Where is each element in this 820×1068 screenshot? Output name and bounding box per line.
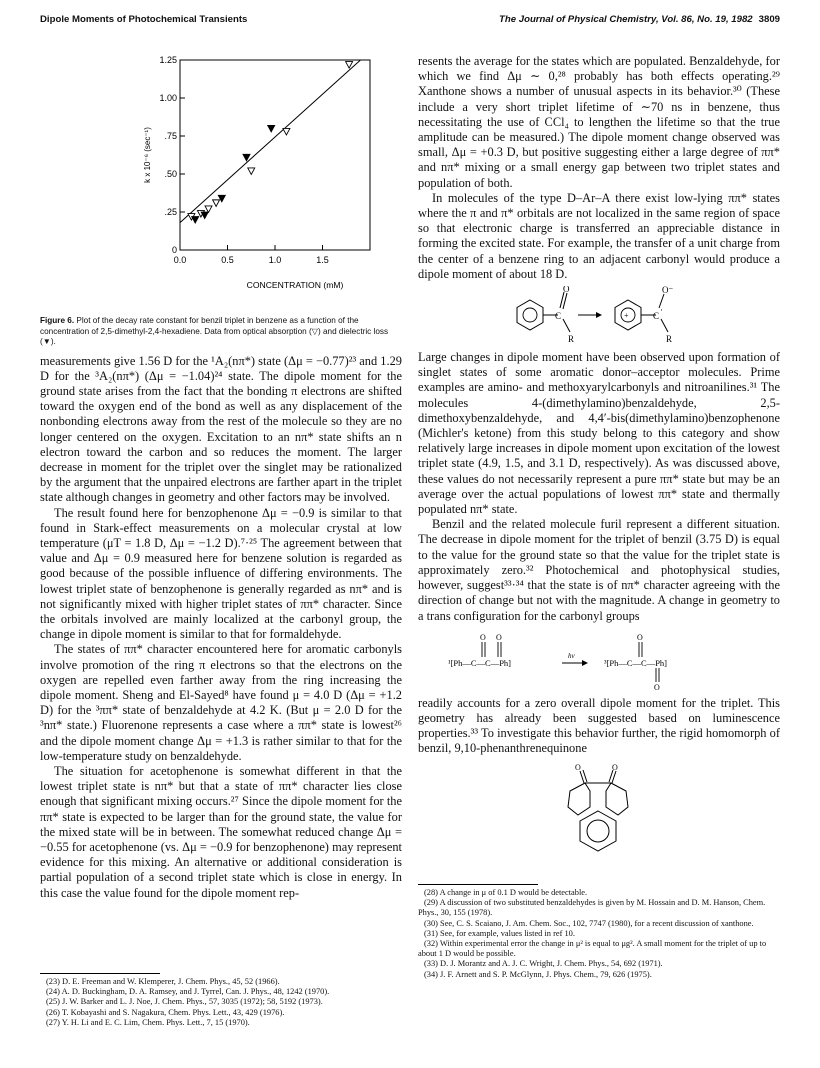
dielectric-loss-point <box>192 217 199 224</box>
radical-dot: · <box>660 305 663 316</box>
oxygen-4: O <box>654 682 660 690</box>
y-tick-label: .75 <box>164 131 177 141</box>
right-body-text-a <box>418 54 780 282</box>
x-axis-label: CONCENTRATION (mM) <box>246 280 344 290</box>
hv-label: hν <box>568 651 575 660</box>
footnote: (33) D. J. Morantz and A. J. C. Wright, J. Chem. Phys., 54, 692 (1971). <box>424 959 663 969</box>
y-tick-label: .50 <box>164 169 177 179</box>
paragraph: resents the average for the states which are populated. Benzaldehyde, for which we find Δμ ∼ 0,²⁸ probably has both effects operating.²⁹ Xanthone shows a number of unusual aspects in its behavior.³⁰ (These include a very short triplet lifetime of ∼70 ns in benzene, thus necessitating the use of CCl₄ to lengthen the lifetime so that the true amplitude can be measured.) The dipole moment change observed was small, Δμ = +0.3 D, but positive suggesting either a large degree of ππ* and nπ* mixing or a small energy gap between two triplet states and population of both. <box>418 54 780 190</box>
journal-citation: The Journal of Physical Chemistry, Vol. 86, No. 19, 1982 <box>499 14 753 25</box>
oxygen-1: O <box>480 632 486 642</box>
lower-ring <box>580 811 616 851</box>
x-tick-label: 1.0 <box>268 255 282 265</box>
optical-absorption-point <box>248 168 255 175</box>
footnote-rule-left <box>40 973 160 974</box>
footnote: (27) Y. H. Li and E. C. Lim, Chem. Phys. Lett., 7, 15 (1970). <box>46 1017 250 1027</box>
paragraph: Large changes in dipole moment have been observed upon formation of singlet states of some aromatic donor–acceptor molecules. Prime examples are amino- and methoxyarylcarbonyls and nitroanilines.³¹ The molecules 4-(dimethylamino)benzaldehyde, 2,5-dimethoxybenzaldehyde, and 4,4′-bis(dimethylamino)benzophenone (Michler's ketone) from this study belong to this category and show relatively large increases in dipole moment upon excitation of the lowest triplet state (4.9, 1.5, and 3.1 D, respectively). As was discussed above, these values do not necessarily represent a pure ππ* state but may be an average over the actual populations of lowest ππ* state and thermally populated nπ* state. <box>418 350 780 517</box>
footnote-rule-right <box>418 884 538 885</box>
phenanthrenequinone-scheme <box>418 761 780 853</box>
carbon-label-left: C <box>555 311 562 322</box>
r-group-right: R <box>666 334 673 345</box>
running-header-journal <box>499 14 780 25</box>
quinone-oxygen-left: O <box>575 762 581 772</box>
running-header-title: Dipole Moments of Photochemical Transients <box>40 14 248 25</box>
paragraph: The states of ππ* character encountered here for aromatic carbonyls involve promotion of the ring π electrons so that the electrons on the oxygen are repelled even farther away from the ring increasing the dipole moment. Sheng and El-Sayed⁸ have found μ = 4.0 D (Δμ = +1.2 D) for the ³ππ* state of benzaldehyde at 4.2 K. (But μ = 2.0 D for the ³nπ* state.) Fluorenone represents a case where a ππ* state is lowest²⁶ and the dipole moment change Δμ = +1.3 is rather similar to that for the low-temperature study on benzaldehyde. <box>40 642 402 763</box>
footnote: (24) A. D. Buckingham, D. A. Ramsey, and J. Tyrrel, Can. J. Phys., 48, 1242 (1970). <box>46 987 330 997</box>
benzil-trans-structures <box>418 630 780 690</box>
quinone-oxygen-right: O <box>612 762 618 772</box>
figure-label: Figure 6. <box>40 316 75 325</box>
paragraph: Benzil and the related molecule furil represent a different situation. The decrease in dipole moment for the triplet of benzil (3.75 D) is equal to the value for the ground state so that the value for the triplet state is approximately zero.³² Photochemical and photophysical studies, however, suggest³³·³⁴ that the state is of nπ* character agreeing with the direction of change but not with the magnitude. A change in geometry to a trans configuration for the carbonyl groups <box>418 517 780 623</box>
decay-rate-chart <box>40 54 402 312</box>
figure-caption-text: Plot of the decay rate constant for benzil triplet in benzene as a function of the concentration of 2,5-dimethyl-2,4-hexadiene. Data from optical absorption (▽) and dielectric loss (▼). <box>40 316 389 346</box>
optical-absorption-point <box>213 200 220 207</box>
paragraph: measurements give 1.56 D for the ¹A₂(nπ*) state (Δμ = −0.77)²³ and 1.29 D for the ³A₂(nπ*) (Δμ = −1.04)²⁴ state. The dipole moment for the ground state arises from the fact that the bonding π electrons are shifted toward the oxygen end of the bond as well as any displacement of the nonbonding electrons away from the rest of the molecule so they are no longer centered on the oxygen. Excitation to an nπ* state shifts an n electron toward the carbon and so reduces the moment. The larger decrease in moment for the triplet over the singlet may be rationalized by the argument that the unpaired electrons are farther apart in the triplet state although changes in geometry and other factors may be involved. <box>40 353 402 505</box>
footnote: (30) See, C. S. Scaiano, J. Am. Chem. Soc., 102, 7747 (1980), for a recent discussion of xanthone. <box>424 918 754 928</box>
footnote: (34) J. F. Arnett and S. P. McGlynn, J. Phys. Chem., 79, 626 (1975). <box>424 969 652 979</box>
optical-absorption-point <box>283 128 290 135</box>
y-axis-label: k x 10⁻⁶ (sec⁻¹) <box>143 127 152 183</box>
y-tick-label: 1.00 <box>159 93 177 103</box>
footnote: (26) T. Kobayashi and S. Nagakura, Chem. Phys. Lett., 43, 429 (1976). <box>46 1007 285 1017</box>
dielectric-loss-point <box>243 154 250 161</box>
dielectric-loss-point <box>268 125 275 131</box>
benzil-geometry-scheme <box>418 630 780 690</box>
footnote-list-left <box>40 977 402 1028</box>
paragraph: The situation for acetophenone is somewhat different in that the lowest triplet state is nπ* but that a state of ππ* character lies close enough that significant mixing occurs.²⁷ Since the dipole moment for the ππ* state is expected to be larger than for the ground state, the value for the mixed state will be in between. The somewhat reduced change Δμ = −0.55 for acetophenone (vs. Δμ = −0.9 for benzophenone) may represent evidence for this mixing. An alternative or additional consideration is partial population of a second triplet state which is close in energy. In this case the value found for the dipole moment rep- <box>40 763 402 900</box>
oxygen-3: O <box>637 632 643 642</box>
x-tick-label: 1.5 <box>316 255 329 265</box>
footnote: (23) D. E. Freeman and W. Klemperer, J. Chem. Phys., 45, 52 (1966). <box>46 977 280 986</box>
footnote: (28) A change in μ of 0.1 D would be detectable. <box>424 888 588 897</box>
optical-absorption-point <box>205 206 212 213</box>
right-ring <box>606 783 628 815</box>
left-body-text <box>40 354 402 901</box>
oxygen-label-left: O <box>563 286 570 295</box>
triplet-benzil-formula: ³[Ph—C—C—Ph] <box>604 657 668 668</box>
figure-6 <box>40 54 402 312</box>
paragraph: The result found here for benzophenone Δμ = −0.9 is similar to that found in Stark-effect measurements on a molecular crystal at low temperature (μT = 1.8 D, Δμ = −1.2 D).⁷·²⁵ The agreement between that value and Δμ = 0.9 measured here for benzene solution is regarded as good because of the possible influence of differing environments. The lowest triplet state of benzophenone is generally regarded as nπ* and is not significantly mixed with higher triplet states of ππ* character. Since the orbitals involved are mainly localized at the carbonyl group, the change in dipole moment is similar to that for formaldehyde. <box>40 505 402 642</box>
y-tick-label: .25 <box>164 207 177 217</box>
left-column <box>40 54 402 901</box>
carbon-label-right: C <box>653 311 660 322</box>
footnotes-right <box>418 884 780 980</box>
y-tick-label: 1.25 <box>159 55 177 65</box>
left-ring <box>568 783 590 815</box>
positive-charge: + <box>624 311 629 321</box>
plot-frame <box>180 60 370 250</box>
page-number: 3809 <box>758 14 780 25</box>
footnote: (32) Within experimental error the change in μ² is equal to μg². A small moment for the triplet of up to about 1 D would be possible. <box>418 939 767 959</box>
y-tick-label: 0 <box>171 245 177 255</box>
paragraph: readily accounts for a zero overall dipole moment for the triplet. This geometry has already been suggested based on luminescence properties.³³ To investigate this behavior further, the rigid homomorph of benzil, 9,10-phenanthrenequinone <box>418 695 780 756</box>
optical-absorption-point <box>346 62 353 68</box>
phenanthrenequinone-structure <box>418 761 780 853</box>
singlet-benzil-formula: ¹[Ph—C—C—Ph] <box>448 657 512 668</box>
benzene-ring-left <box>517 300 543 330</box>
right-body-text-c <box>418 696 780 757</box>
x-tick-label: 0.5 <box>221 255 234 265</box>
r-group-left: R <box>568 334 575 345</box>
fit-line <box>180 60 361 223</box>
footnotes-left <box>40 973 402 1028</box>
right-column <box>418 54 780 857</box>
figure-caption <box>40 316 402 348</box>
footnote-list-right <box>418 888 780 980</box>
oxygen-2: O <box>496 632 502 642</box>
x-tick-label: 0.0 <box>173 255 187 265</box>
right-body-text-b <box>418 350 780 624</box>
footnote: (31) See, for example, values listed in ref 10. <box>424 928 575 938</box>
charge-transfer-structures <box>418 286 780 344</box>
oxygen-anion-label: O⁻ <box>662 286 674 296</box>
paragraph: In molecules of the type D–Ar–A there exist low-lying ππ* states where the π and π* orbitals are not localized in the same region of space so that electronic charge is transferred an appreciable distance in forming the excited state. For example, the transfer of a unit charge from the center of a benzene ring to an adjacent carbonyl would produce a dipole moment of about 18 D. <box>418 190 780 281</box>
aromatic-circle-left <box>523 308 537 322</box>
charge-transfer-scheme <box>418 286 780 344</box>
footnote: (29) A discussion of two substituted benzaldehydes is given by M. Hossain and D. M. Hanson, Chem. Phys., 30, 155 (1978). <box>418 898 766 918</box>
footnote: (25) J. W. Barker and L. J. Noe, J. Chem. Phys., 57, 3035 (1972); 58, 5192 (1973). <box>46 997 323 1007</box>
